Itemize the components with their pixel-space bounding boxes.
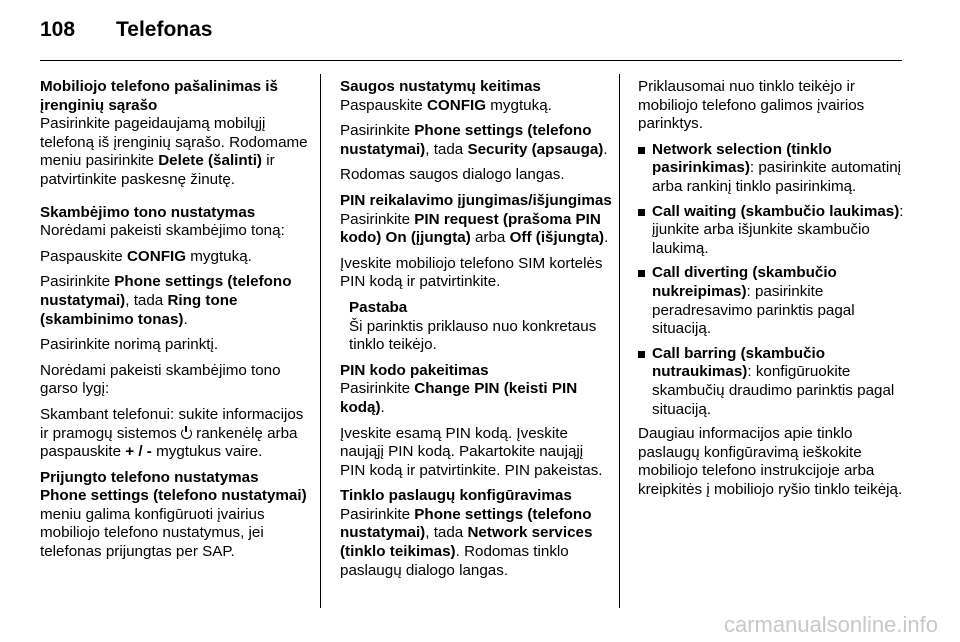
bold-term: Phone settings (telefono nustatymai) xyxy=(40,487,307,505)
bold-term: Phone settings (telefono nustatymai) xyxy=(40,273,292,309)
body-text: mygtuką. xyxy=(186,247,252,265)
bold-term: Call barring (skambučio nutraukimas) xyxy=(652,344,826,381)
section-remove-phone xyxy=(40,78,310,190)
paragraph: Daugiau informacijos apie tinklo paslaugų konfigūravimą ieškokite mobiliojo telefono instrukcijoje arba kreipkitės į mobiliojo ryšio tinklo teikėją. xyxy=(638,425,903,498)
section-heading: Mobiliojo telefono pašalinimas iš xyxy=(40,78,278,95)
paragraph: Įveskite esamą PIN kodą. Įveskite naująjį PIN kodą. Pakartokite naująjį PIN kodą ir patvirtinkite. PIN pakeistas. xyxy=(340,424,603,479)
body-text: : pasirinkite automatinį arba rankinį tinklo pasirinkimą. xyxy=(652,159,902,195)
watermark: carmanualsonline.info xyxy=(723,612,938,637)
header-rule xyxy=(40,60,902,61)
body-text: rankenėlę arba paspauskite xyxy=(40,424,298,461)
bold-term: Call diverting (skambučio nukreipimas) xyxy=(652,264,837,300)
body-text: Skambant telefonui: sukite informacijos ir pramogų sistemos xyxy=(40,405,304,442)
section-heading: Tinklo paslaugų konfigūravimas xyxy=(340,487,572,505)
bullet-icon xyxy=(638,270,645,277)
bold-term: Network services (tinklo teikimas) xyxy=(340,524,593,561)
paragraph: Rodomas saugos dialogo langas. xyxy=(340,166,565,184)
section-pin-request xyxy=(340,192,612,248)
body-text: Pasirinkite xyxy=(40,273,115,291)
bold-term: PIN request (prašoma PIN kodo) On (įjungta) xyxy=(340,210,601,247)
note-heading: Pastaba xyxy=(349,298,408,316)
body-text: Pasirinkite xyxy=(340,122,415,140)
column-3 xyxy=(638,78,910,506)
section-ringtone xyxy=(40,204,310,241)
section-change-pin xyxy=(340,362,612,418)
section-security xyxy=(340,78,612,115)
column-divider-2 xyxy=(619,74,620,608)
section-heading: PIN kodo pakeitimas xyxy=(340,361,489,379)
bullet-icon xyxy=(638,351,645,358)
bold-term: Phone settings (telefono nustatymai) xyxy=(340,122,592,158)
body-text: Pasirinkite pageidaujamą mobilųjį telefoną iš įrenginių sąrašo. Rodomame meniu pasirinkite xyxy=(40,115,308,170)
section-network-services xyxy=(340,487,612,580)
body-text: . xyxy=(183,310,188,328)
body-text: , tada xyxy=(425,524,468,542)
body-text: meniu galima konfigūruoti įvairius mobiliojo telefono nustatymus, jei telefonas prijungtas per SAP. xyxy=(40,505,265,561)
column-divider-1 xyxy=(320,74,321,608)
body-text: , tada xyxy=(425,140,468,158)
body-text: arba xyxy=(470,229,510,247)
page-title: Telefonas xyxy=(116,18,213,41)
body-text: . Rodomas tinklo paslaugų dialogo langas. xyxy=(340,543,569,579)
bold-term: Delete (šalinti) xyxy=(158,152,262,170)
paragraph xyxy=(40,273,310,329)
bold-term: Off (išjungta) xyxy=(509,229,605,247)
bold-term: Ring tone (skambinimo tonas) xyxy=(40,291,238,328)
paragraph: Priklausomai nuo tinklo teikėjo ir mobiliojo telefono galimos įvairios parinktys. xyxy=(638,78,865,133)
bold-term: + / - xyxy=(125,443,152,461)
body-text: mygtuką. xyxy=(486,96,552,114)
column-1 xyxy=(40,78,310,569)
section-connected-phone xyxy=(40,469,310,562)
section-heading: Skambėjimo tono nustatymas xyxy=(40,203,256,221)
paragraph: Norėdami pakeisti skambėjimo tono garso lygį: xyxy=(40,361,281,398)
bold-term: Call waiting (skambučio laukimas) xyxy=(652,202,900,220)
bold-term: Phone settings (telefono nustatymai) xyxy=(340,505,592,542)
body-text: ir patvirtinkite paskesnę žinutę. xyxy=(40,152,275,188)
bold-term: CONFIG xyxy=(126,247,187,265)
body-text: , tada xyxy=(125,291,168,309)
bullet-icon xyxy=(638,147,645,154)
bold-term: Network selection (tinklo pasirinkimas) xyxy=(652,140,832,177)
bold-term: CONFIG xyxy=(426,96,487,114)
paragraph xyxy=(340,122,612,159)
body-text: Paspauskite xyxy=(40,247,127,265)
note-text: Ši parinktis priklauso nuo konkretaus tinklo teikėjo. xyxy=(349,317,597,354)
list-item xyxy=(638,203,910,259)
paragraph xyxy=(40,248,310,267)
list-item xyxy=(638,345,910,419)
bullet-icon xyxy=(638,209,645,216)
note-block xyxy=(349,299,612,355)
body-text: mygtukus vaire. xyxy=(151,443,263,461)
paragraph: Pasirinkite norimą parinktį. xyxy=(40,336,219,354)
column-2 xyxy=(340,78,612,587)
section-heading: Prijungto telefono nustatymas xyxy=(40,468,259,486)
section-heading: įrenginių sąrašo xyxy=(40,96,158,114)
list-item xyxy=(638,141,910,197)
list-item xyxy=(638,264,910,338)
page-number: 108 xyxy=(40,18,76,41)
section-heading: Saugos nustatymų keitimas xyxy=(340,78,541,95)
bold-term: Security (apsauga) xyxy=(467,140,604,158)
body-text: . xyxy=(380,398,385,416)
body-text: : įjunkite arba išjunkite skambučio laukimą. xyxy=(652,202,904,257)
body-text: : konfigūruokite skambučių draudimo parinktis pagal situaciją. xyxy=(652,363,895,418)
paragraph: Įveskite mobiliojo telefono SIM kortelės PIN kodą ir patvirtinkite. xyxy=(340,254,603,291)
body-text: Pasirinkite xyxy=(340,380,415,398)
body-text: Pasirinkite xyxy=(340,505,415,523)
body-text: Paspauskite xyxy=(340,96,427,114)
body-text: . xyxy=(603,140,608,158)
body-text: Pasirinkite xyxy=(340,210,415,228)
body-text: . xyxy=(604,229,609,247)
body-text: : pasirinkite peradresavimo parinktis pagal situaciją. xyxy=(652,282,855,338)
bold-term: Change PIN (keisti PIN kodą) xyxy=(340,380,578,416)
paragraph xyxy=(40,406,310,462)
section-heading: PIN reikalavimo įjungimas/išjungimas xyxy=(340,191,612,209)
power-icon xyxy=(181,428,192,439)
body-text: Norėdami pakeisti skambėjimo toną: xyxy=(40,222,285,240)
page-header xyxy=(40,18,212,42)
